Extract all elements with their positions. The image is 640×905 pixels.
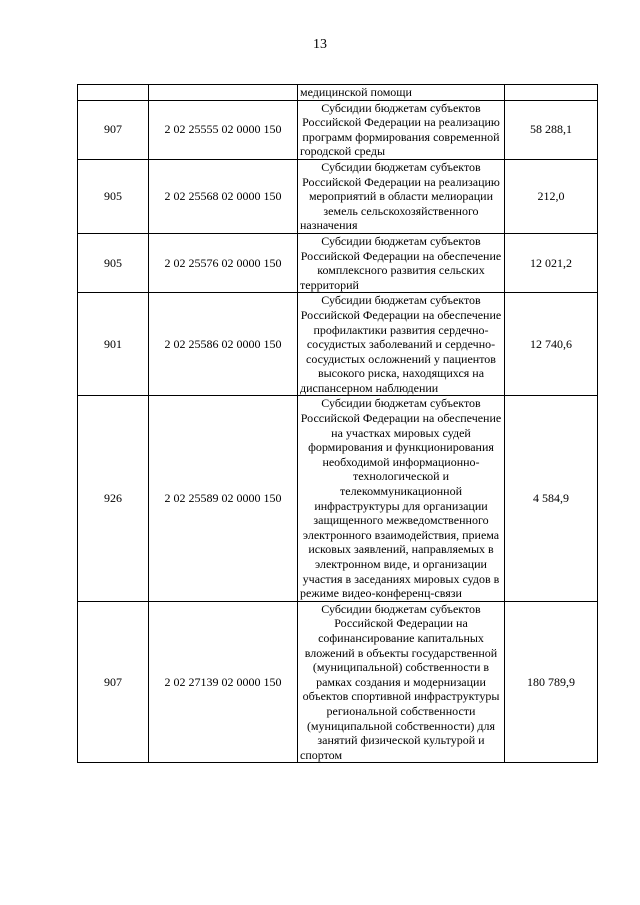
budget-code-cell: 2 02 25589 02 0000 150 [149,396,298,601]
budget-code-cell [149,85,298,101]
description-cell: Субсидии бюджетам субъектов Российской Федерации на обеспечение комплексного развития сельских территорий [298,233,505,292]
amount-cell: 4 584,9 [505,396,598,601]
admin-code-cell [78,85,149,101]
admin-code-cell: 901 [78,293,149,396]
budget-code-cell: 2 02 25568 02 0000 150 [149,159,298,233]
description-cell: Субсидии бюджетам субъектов Российской Федерации на обеспечение на участках мировых судей формирования и функционирования необходимой информационно-технологической и телекоммуникационной инфраструктуры для организации защищенного межведомственного электронного взаимодействия, приема исковых заявлений, направляемых в электронном виде, и организации участия в заседаниях мировых судов в режиме видео-конференц-связи [298,396,505,601]
admin-code-cell: 907 [78,601,149,763]
table-row-continuation [78,85,598,101]
amount-cell: 12 021,2 [505,233,598,292]
amount-cell: 58 288,1 [505,100,598,159]
budget-code-cell: 2 02 25555 02 0000 150 [149,100,298,159]
description-cell: Субсидии бюджетам субъектов Российской Федерации на обеспечение профилактики развития сердечно-сосудистых заболеваний и сердечно-сосудистых осложнений у пациентов высокого риска, находящихся на диспансерном наблюдении [298,293,505,396]
table-row [78,233,598,292]
page-number: 13 [313,37,327,52]
revenue-table [77,84,598,763]
table-row [78,601,598,763]
description-cell: медицинской помощи [298,85,505,101]
amount-cell [505,85,598,101]
description-cell: Субсидии бюджетам субъектов Российской Федерации на софинансирование капитальных вложений в объекты государственной (муниципальной) собственности в рамках создания и модернизации объектов спортивной инфраструктуры региональной собственности (муниципальной собственности) для занятий физической культурой и спортом [298,601,505,763]
amount-cell: 180 789,9 [505,601,598,763]
table-row [78,100,598,159]
budget-code-cell: 2 02 27139 02 0000 150 [149,601,298,763]
table-row [78,396,598,601]
admin-code-cell: 907 [78,100,149,159]
budget-code-cell: 2 02 25576 02 0000 150 [149,233,298,292]
table-row [78,159,598,233]
admin-code-cell: 905 [78,233,149,292]
budget-code-cell: 2 02 25586 02 0000 150 [149,293,298,396]
admin-code-cell: 926 [78,396,149,601]
admin-code-cell: 905 [78,159,149,233]
amount-cell: 212,0 [505,159,598,233]
description-cell: Субсидии бюджетам субъектов Российской Федерации на реализацию программ формирования современной городской среды [298,100,505,159]
table-row [78,293,598,396]
amount-cell: 12 740,6 [505,293,598,396]
description-cell: Субсидии бюджетам субъектов Российской Федерации на реализацию мероприятий в области мелиорации земель сельскохозяйственного назначения [298,159,505,233]
